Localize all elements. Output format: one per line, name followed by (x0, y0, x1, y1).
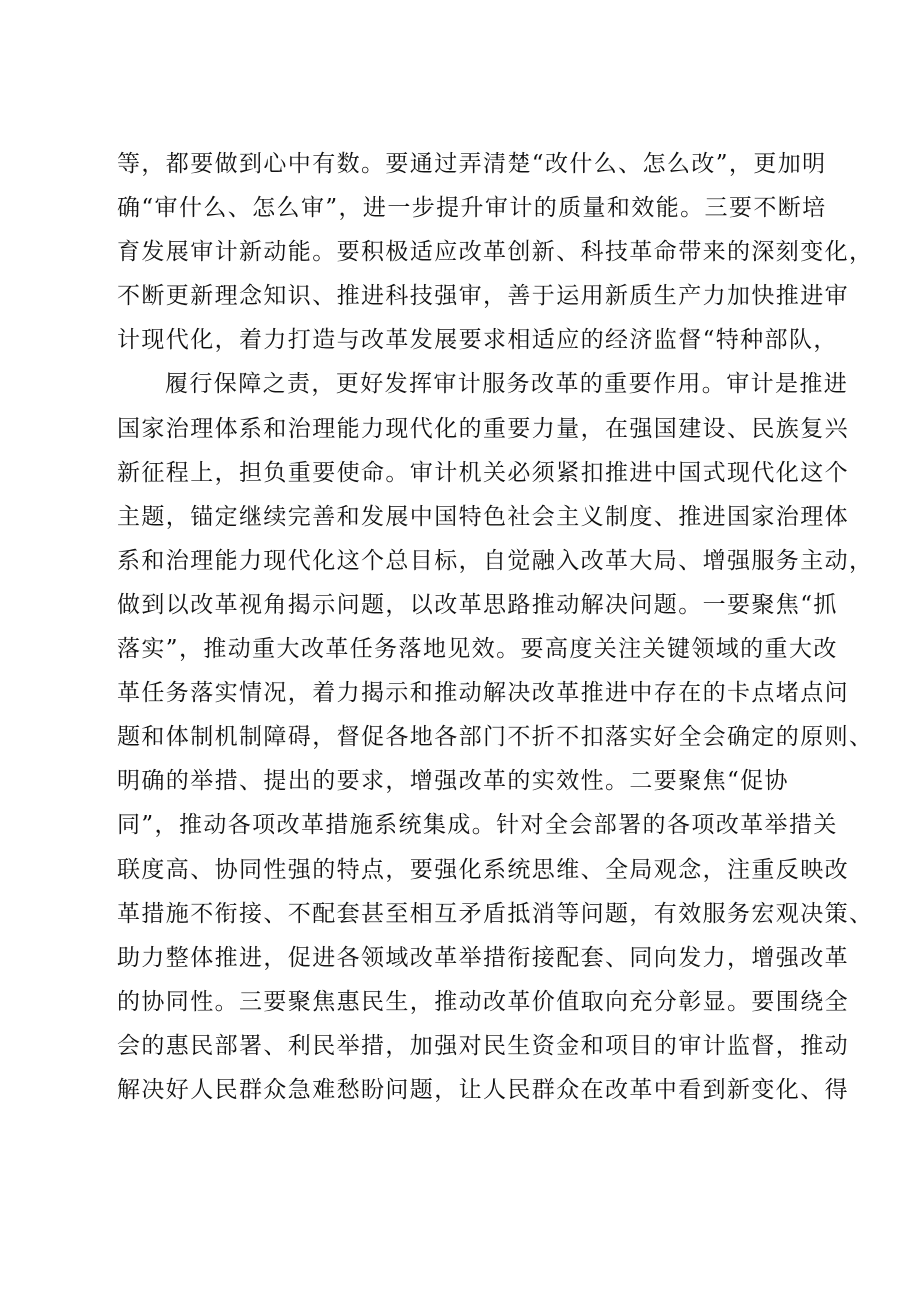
text-line: 系和治理能力现代化这个总目标，自觉融入改革大局、增强服务主动， (117, 547, 874, 574)
text-line: 计现代化，着力打造与改革发展要求相适应的经济监督“特种部队， (117, 327, 838, 354)
text-line: 革任务落实情况，着力揭示和推动解决改革推进中存在的卡点堵点问 (117, 680, 849, 707)
text-line: 不断更新理念知识、推进科技强审，善于运用新质生产力加快推进审 (117, 283, 849, 310)
text-line: 育发展审计新动能。要积极适应改革创新、科技革命带来的深刻变化， (117, 239, 874, 266)
text-line: 主题，锚定继续完善和发展中国特色社会主义制度、推进国家治理体 (117, 503, 849, 530)
text-line: 确“审什么、怎么审”，进一步提升审计的质量和效能。三要不断培 (117, 195, 827, 222)
paragraph-1 (117, 142, 874, 362)
document-body (117, 142, 874, 1112)
text-line: 革措施不衔接、不配套甚至相互矛盾抵消等问题，有效服务宏观决策、 (117, 900, 874, 927)
text-line: 题和体制机制障碍，督促各地各部门不折不扣落实好全会确定的原则、 (117, 724, 874, 751)
text-line: 同”，推动各项改革措施系统集成。针对全会部署的各项改革举措关 (117, 812, 838, 839)
text-line: 国家治理体系和治理能力现代化的重要力量，在强国建设、民族复兴 (117, 415, 849, 442)
text-line: 解决好人民群众急难愁盼问题，让人民群众在改革中看到新变化、得 (117, 1076, 849, 1103)
text-line-indented: 履行保障之责，更好发挥审计服务改革的重要作用。审计是推进 (165, 371, 849, 398)
text-line: 新征程上，担负重要使命。审计机关必须紧扣推进中国式现代化这个 (117, 459, 849, 486)
text-line: 会的惠民部署、利民举措，加强对民生资金和项目的审计监督，推动 (117, 1032, 849, 1059)
text-line: 落实”，推动重大改革任务落地见效。要高度关注关键领域的重大改 (117, 636, 838, 663)
text-line: 等，都要做到心中有数。要通过弄清楚“改什么、怎么改”，更加明 (117, 151, 827, 177)
text-line: 的协同性。三要聚焦惠民生，推动改革价值取向充分彰显。要围绕全 (117, 988, 849, 1015)
text-line: 做到以改革视角揭示问题，以改革思路推动解决问题。一要聚焦“抓 (117, 591, 838, 618)
text-line: 联度高、协同性强的特点，要强化系统思维、全局观念，注重反映改 (117, 856, 849, 883)
text-line: 助力整体推进，促进各领域改革举措衔接配套、同向发力，增强改革 (117, 944, 849, 971)
paragraph-2 (117, 362, 874, 1112)
text-line: 明确的举措、提出的要求，增强改革的实效性。二要聚焦“促协 (117, 768, 789, 795)
